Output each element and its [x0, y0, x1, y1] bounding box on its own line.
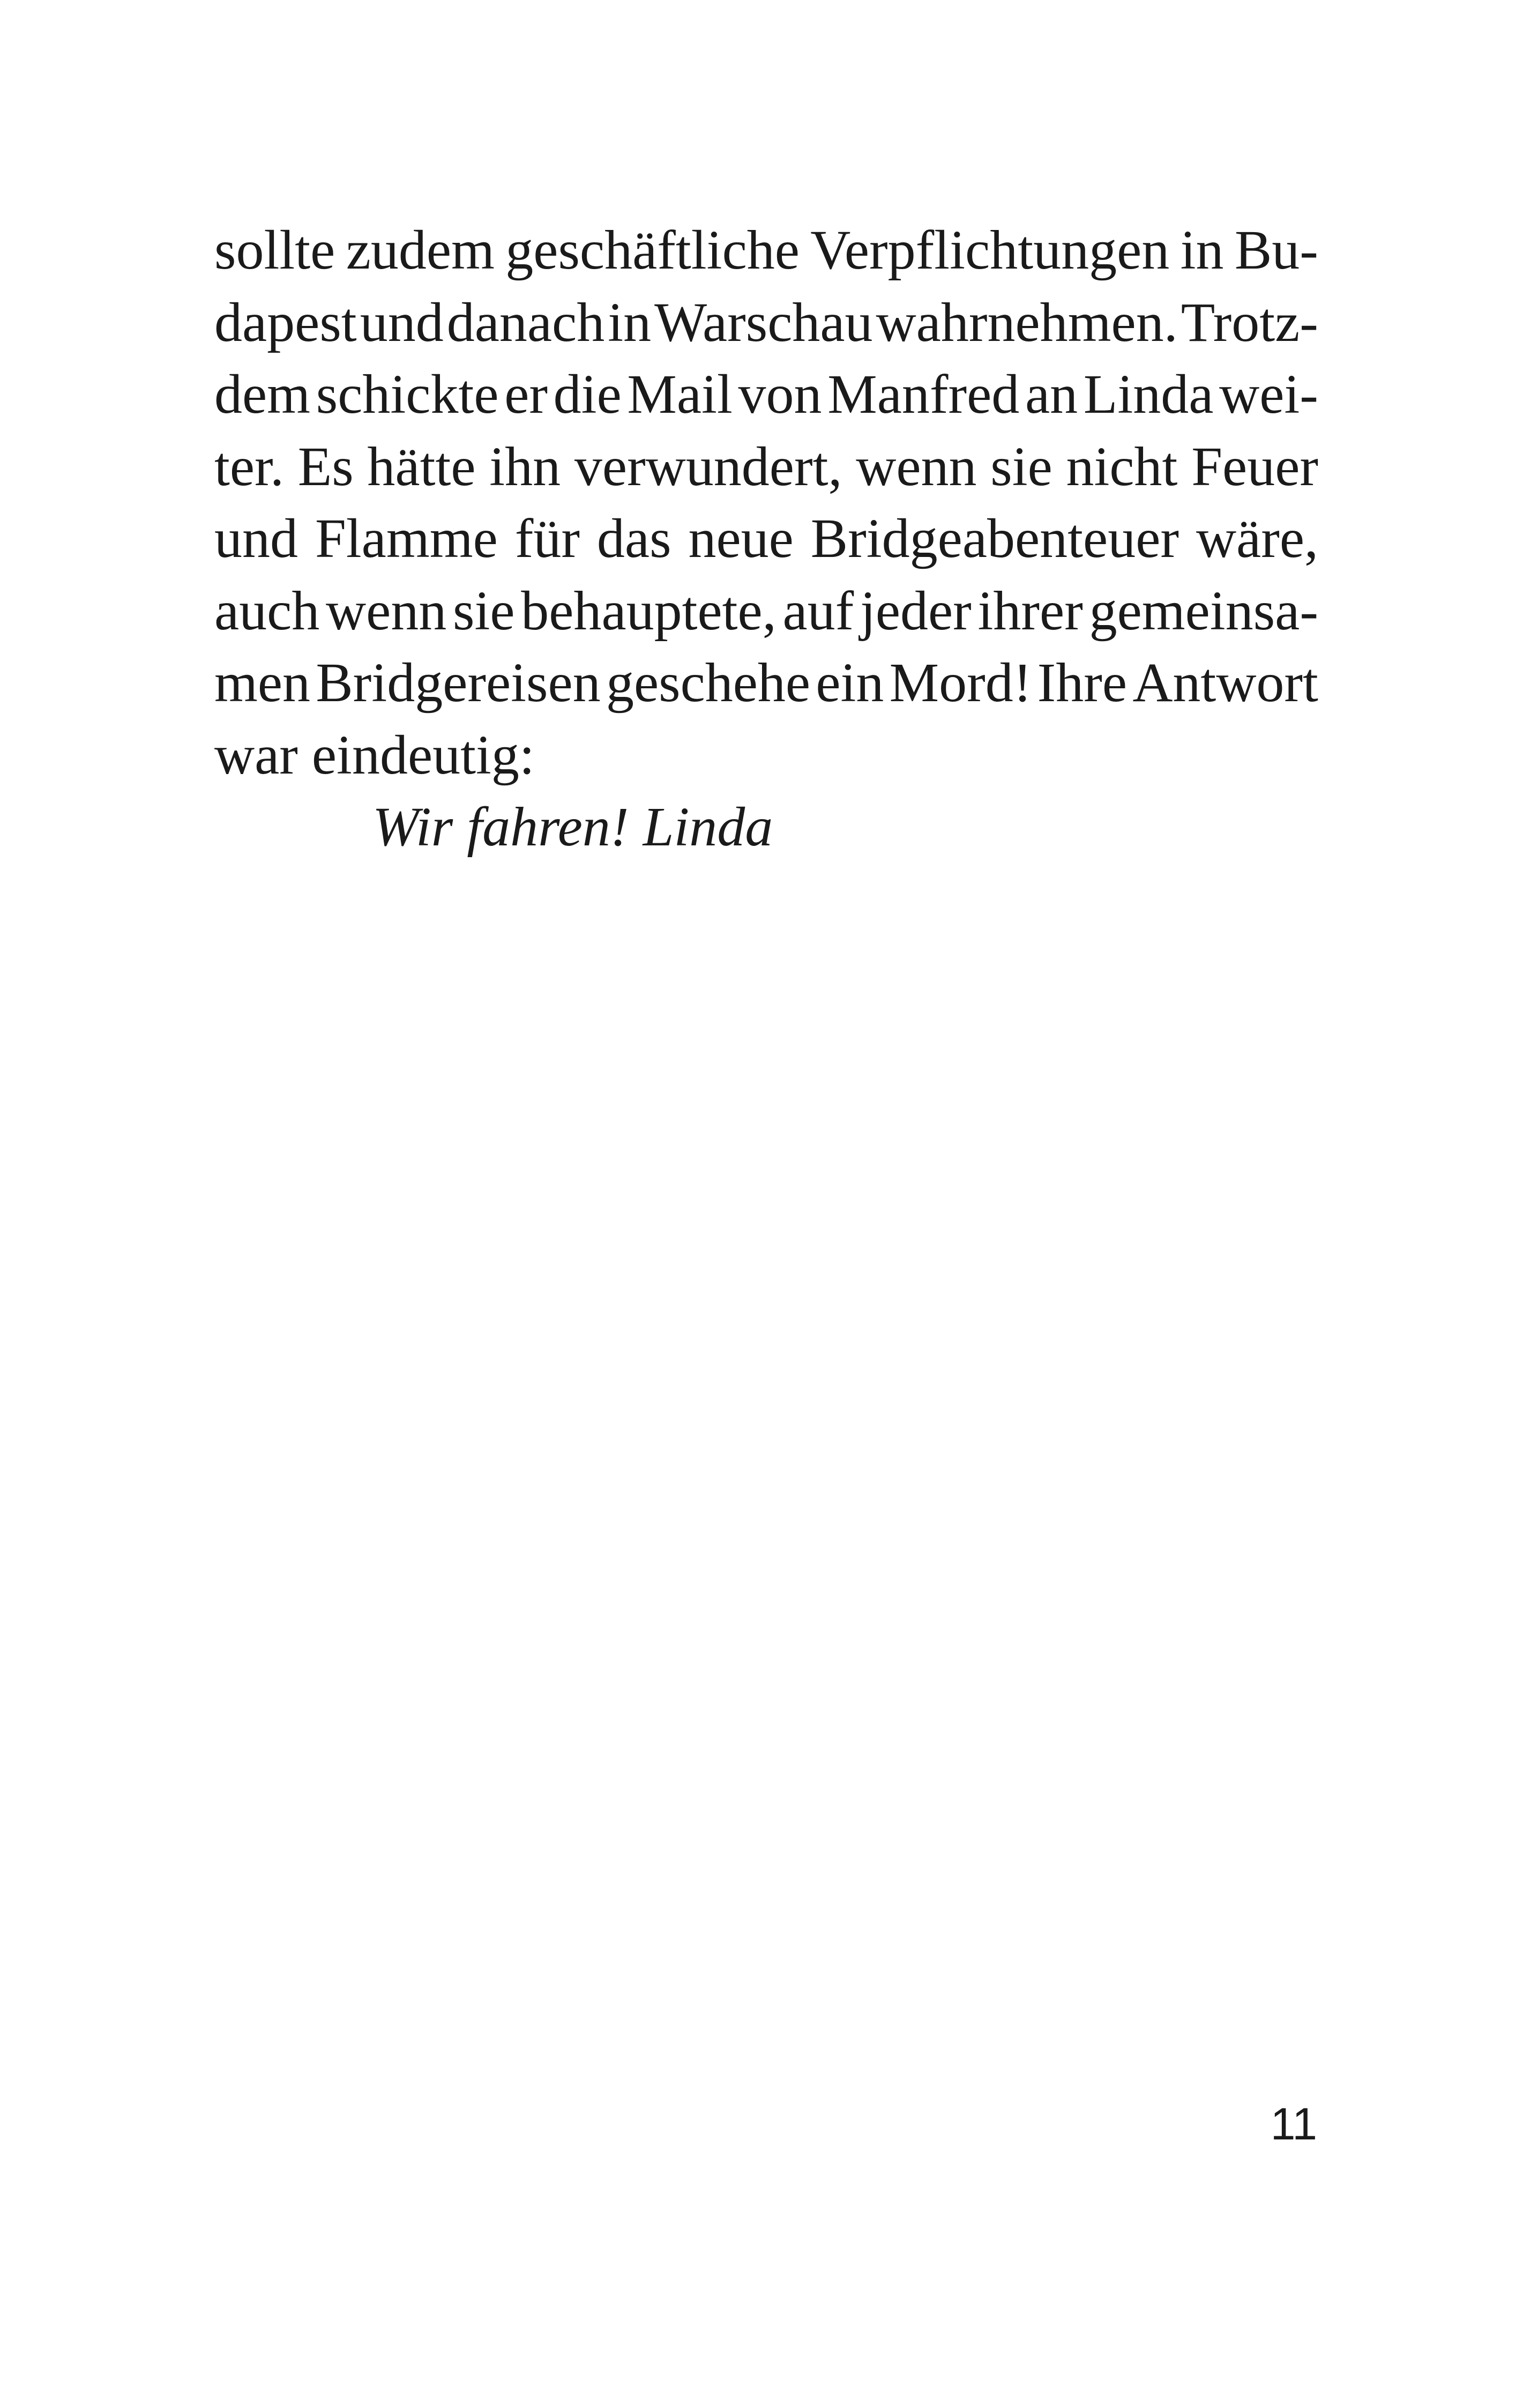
- word: wei-: [1219, 363, 1318, 425]
- text-line-3: [214, 359, 1318, 431]
- word: Linda: [1083, 363, 1214, 425]
- word: die: [553, 363, 622, 425]
- word: sie: [453, 579, 515, 642]
- word: geschäftliche: [505, 219, 800, 281]
- word: schickte: [316, 363, 499, 425]
- word: ter.: [214, 435, 284, 497]
- word: er: [504, 363, 548, 425]
- word: ein: [816, 652, 884, 714]
- word: dem: [214, 363, 311, 425]
- word: auch: [214, 579, 320, 642]
- word: Feuer: [1191, 435, 1318, 497]
- word: Es: [297, 435, 354, 497]
- word: Verpflichtungen: [810, 219, 1170, 281]
- word: ihrer: [977, 579, 1083, 642]
- signature-line: [214, 791, 1318, 864]
- word: hätte: [367, 435, 476, 497]
- word: nicht: [1066, 435, 1178, 497]
- word: Mord!: [889, 652, 1032, 714]
- word: gemeinsa-: [1089, 579, 1318, 642]
- word: sollte: [214, 219, 335, 281]
- word: und: [214, 508, 298, 569]
- word: wahrnehmen.: [876, 291, 1178, 353]
- word: danach: [446, 291, 605, 353]
- word: Trotz-: [1181, 291, 1318, 353]
- word: dapest: [214, 291, 357, 353]
- word: jeder: [860, 579, 972, 642]
- body-text: [214, 214, 1318, 864]
- word: Warschau: [654, 291, 873, 353]
- text-line-1: [214, 214, 1318, 287]
- word: Bridgeabenteuer: [810, 508, 1179, 569]
- text-line-2: [214, 287, 1318, 359]
- word: zudem: [346, 219, 495, 281]
- last-line-text: war eindeutig:: [214, 724, 535, 786]
- word: Mail: [627, 363, 733, 425]
- page-number: 11: [1270, 2099, 1317, 2149]
- word: geschehe: [606, 652, 811, 714]
- text-line-6: [214, 575, 1318, 648]
- text-line-7: [214, 647, 1318, 719]
- word: behauptete,: [521, 579, 777, 642]
- word: neue: [688, 508, 794, 569]
- word: in: [1180, 219, 1224, 281]
- word: Antwort: [1132, 652, 1318, 714]
- word: das: [596, 508, 671, 569]
- word: wäre,: [1196, 508, 1318, 569]
- word: für: [514, 508, 580, 569]
- word: wenn: [326, 579, 447, 642]
- word: Bu-: [1234, 219, 1318, 281]
- word: sie: [990, 435, 1052, 497]
- word: wenn: [856, 435, 977, 497]
- text-line-8: [214, 719, 1318, 792]
- word: in: [608, 291, 652, 353]
- word: an: [1025, 363, 1078, 425]
- word: Ihre: [1037, 652, 1128, 714]
- word: Bridgereisen: [316, 652, 601, 714]
- text-line-5: [214, 503, 1318, 575]
- word: men: [214, 652, 311, 714]
- text-line-4: [214, 431, 1318, 503]
- word: Flamme: [315, 508, 498, 569]
- word: und: [360, 291, 444, 353]
- word: Manfred: [827, 363, 1020, 425]
- word: verwundert,: [574, 435, 842, 497]
- word: von: [738, 363, 822, 425]
- word: ihn: [489, 435, 561, 497]
- signature-text: Wir fahren! Linda: [372, 796, 773, 858]
- word: auf: [782, 579, 854, 642]
